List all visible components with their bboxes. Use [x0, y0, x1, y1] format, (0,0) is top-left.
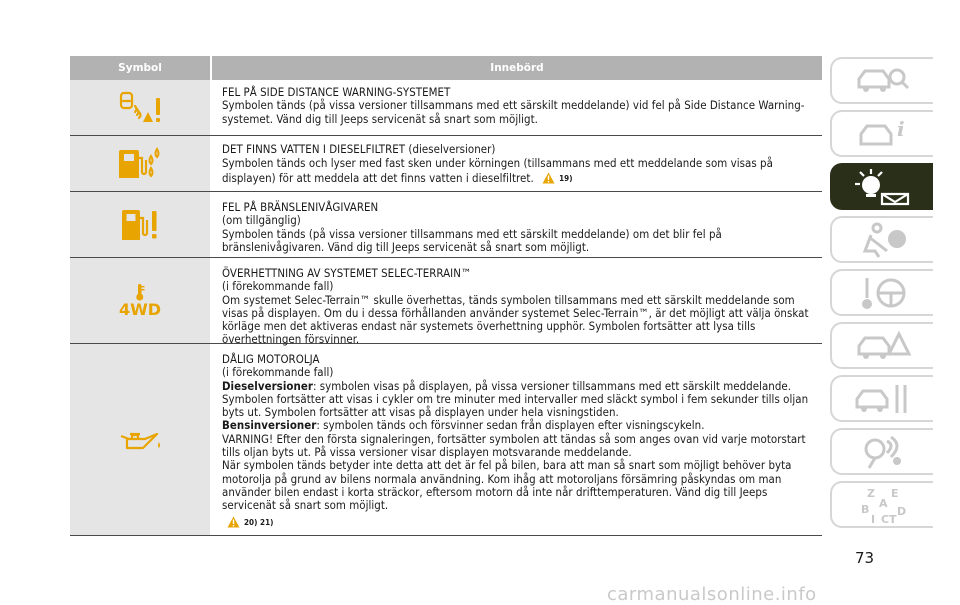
- row-title: FEL PÅ BRÄNSLENIVÅGIVAREN: [222, 200, 379, 214]
- svg-text:C: C: [880, 512, 889, 525]
- table-row: [70, 344, 822, 536]
- tab-warning-lights[interactable]: [830, 163, 933, 210]
- row-text: Symbolen tänds och lyser med fast sken under körningen (tillsammans med ett meddelande som visas på displayen) för att meddela att det finns vatten i dieselfiltret.: [222, 156, 773, 185]
- petrol-label: Bensinversioner: [222, 418, 317, 433]
- tab-safety[interactable]: [830, 216, 933, 263]
- row-subtitle: (i förekommande fall): [222, 279, 334, 294]
- svg-text:Z: Z: [866, 486, 875, 500]
- svg-text:I: I: [870, 512, 875, 525]
- tab-multimedia[interactable]: [830, 428, 933, 475]
- meaning-cell: [212, 344, 822, 535]
- row-subtitle: (om tillgänglig): [222, 213, 301, 228]
- diesel-text: : symbolen visas på displayen, på vissa versioner tillsammans med ett särskilt meddelande. Symbolen fortsätter att visas i cykler om tre minuter med intervaller med släckt symbol i fem sekunder tills oljan byts ut. Symbolen fortsätter att visas på displayen under hela visningstiden.: [222, 378, 809, 420]
- row-title: DET FINNS VATTEN I DIESELFILTRET (dieselversioner): [222, 142, 496, 156]
- tab-index[interactable]: [830, 481, 933, 528]
- diesel-label: Dieselversioner: [222, 378, 313, 393]
- key-steering-wheel-icon: [853, 274, 913, 312]
- index-icon: [853, 485, 913, 525]
- header-symbol: Symbol: [70, 56, 210, 80]
- svg-text:B: B: [860, 502, 869, 516]
- petrol-paragraph: [222, 419, 814, 432]
- 4wd-overheat-icon: [119, 283, 161, 319]
- svg-text:T: T: [888, 512, 897, 525]
- engine-oil-icon: [117, 428, 163, 452]
- car-info-icon: [853, 116, 913, 152]
- water-in-diesel-filter-icon: [117, 146, 163, 182]
- multimedia-icon: [853, 433, 913, 471]
- seatbelt-airbag-icon: [853, 221, 913, 259]
- footnote-line: [222, 516, 814, 529]
- header-meaning: Innebörd: [212, 56, 822, 80]
- tab-knowing-vehicle[interactable]: [830, 57, 933, 104]
- table-row: [70, 136, 822, 192]
- symbol-cell: [70, 136, 210, 191]
- table-row: [70, 192, 822, 258]
- diesel-paragraph: [222, 380, 814, 420]
- side-distance-warning-icon: [115, 90, 165, 126]
- page-number: 73: [855, 549, 875, 567]
- row-subtitle: (i förekommande fall): [222, 365, 334, 380]
- watermark: carmanualsonline.info: [607, 584, 817, 605]
- row-title: ÖVERHETTNING AV SYSTEMET SELEC-TERRAIN™: [222, 266, 472, 280]
- thermometer-icon: [134, 283, 146, 301]
- symbol-cell: [70, 80, 210, 135]
- meaning-cell: [212, 80, 822, 135]
- row-text: Symbolen tänds (på vissa versioner tillsammans med ett särskilt meddelande) vid fel på Side Distance Warning-systemet. Vänd dig till Jeeps servicenät så snart som möjligt.: [222, 98, 805, 126]
- symbol-cell: [70, 258, 210, 343]
- symbol-cell: [70, 192, 210, 257]
- meaning-cell: [212, 136, 822, 191]
- warning-paragraph: VARNING! Efter den första signaleringen, fortsätter symbolen att tändas så som anges ovan vid varje motorstart tills oljan byts ut. På vissa versioner visar displayen motsvarande meddelande.: [222, 431, 806, 460]
- table-row: [70, 80, 822, 136]
- svg-text:D: D: [896, 504, 906, 518]
- meaning-cell: [212, 258, 822, 347]
- row-text: Symbolen tänds (på vissa versioner tillsammans med ett särskilt meddelande) om det blir fel på bränslenivågivaren. Vänd dig till Jeeps servicenät så snart som möjligt.: [222, 226, 722, 254]
- tab-information[interactable]: [830, 110, 933, 157]
- tab-starting-driving[interactable]: [830, 269, 933, 316]
- warning-triangle-icon: [542, 172, 555, 184]
- table-row: [70, 258, 822, 347]
- warning-symbols-table: [70, 56, 822, 536]
- tab-emergency[interactable]: [830, 322, 933, 369]
- row-text: Om systemet Selec-Terrain™ skulle överhettas, tänds symbolen tillsammans med ett särskilt meddelande som visas på displayen. Om du i dessa förhållanden använder systemet Selec-Terrain™, är det möjligt att välja önskat körläge men det aktiveras endast när systemets överhettning upphör. Symbolen fortsätter att lysa tills överhettningen försvinner.: [222, 292, 809, 347]
- car-warning-triangle-icon: [853, 328, 913, 364]
- warning-light-message-icon: [852, 168, 914, 206]
- meaning-cell: [212, 192, 822, 257]
- row-title: FEL PÅ SIDE DISTANCE WARNING-SYSTEMET: [222, 85, 451, 99]
- fuel-level-warning-icon: [120, 206, 160, 244]
- 4wd-label: 4WD: [118, 299, 162, 319]
- petrol-text: : symbolen tänds och försvinner sedan från displayen efter visningscykeln.: [316, 418, 705, 433]
- svg-text:E: E: [890, 486, 899, 500]
- row-title: DÅLIG MOTOROLJA: [222, 352, 320, 366]
- note-paragraph: När symbolen tänds betyder inte detta att det är fel på bilen, bara att man så snart som möjligt behöver byta motorolja på grund av bilens normala användning. Kom ihåg att motoroljans försämring påskyndas om man använder bilen endast i korta sträckor, eftersom motorn då inte når drifttemperaturen. Vänd dig till Jeeps servicenät så snart som möjligt.: [222, 458, 792, 513]
- chapter-tabs: [830, 57, 933, 534]
- footnote-ref: 20) 21): [244, 517, 274, 527]
- svg-text:i: i: [896, 116, 905, 141]
- warning-triangle-icon: [227, 516, 240, 528]
- car-tools-icon: [853, 381, 913, 417]
- footnote-ref: 19): [559, 173, 573, 183]
- tab-maintenance[interactable]: [830, 375, 933, 422]
- symbol-cell: [70, 344, 210, 535]
- table-header: [70, 56, 822, 80]
- svg-text:A: A: [878, 496, 888, 510]
- car-search-icon: [853, 63, 913, 99]
